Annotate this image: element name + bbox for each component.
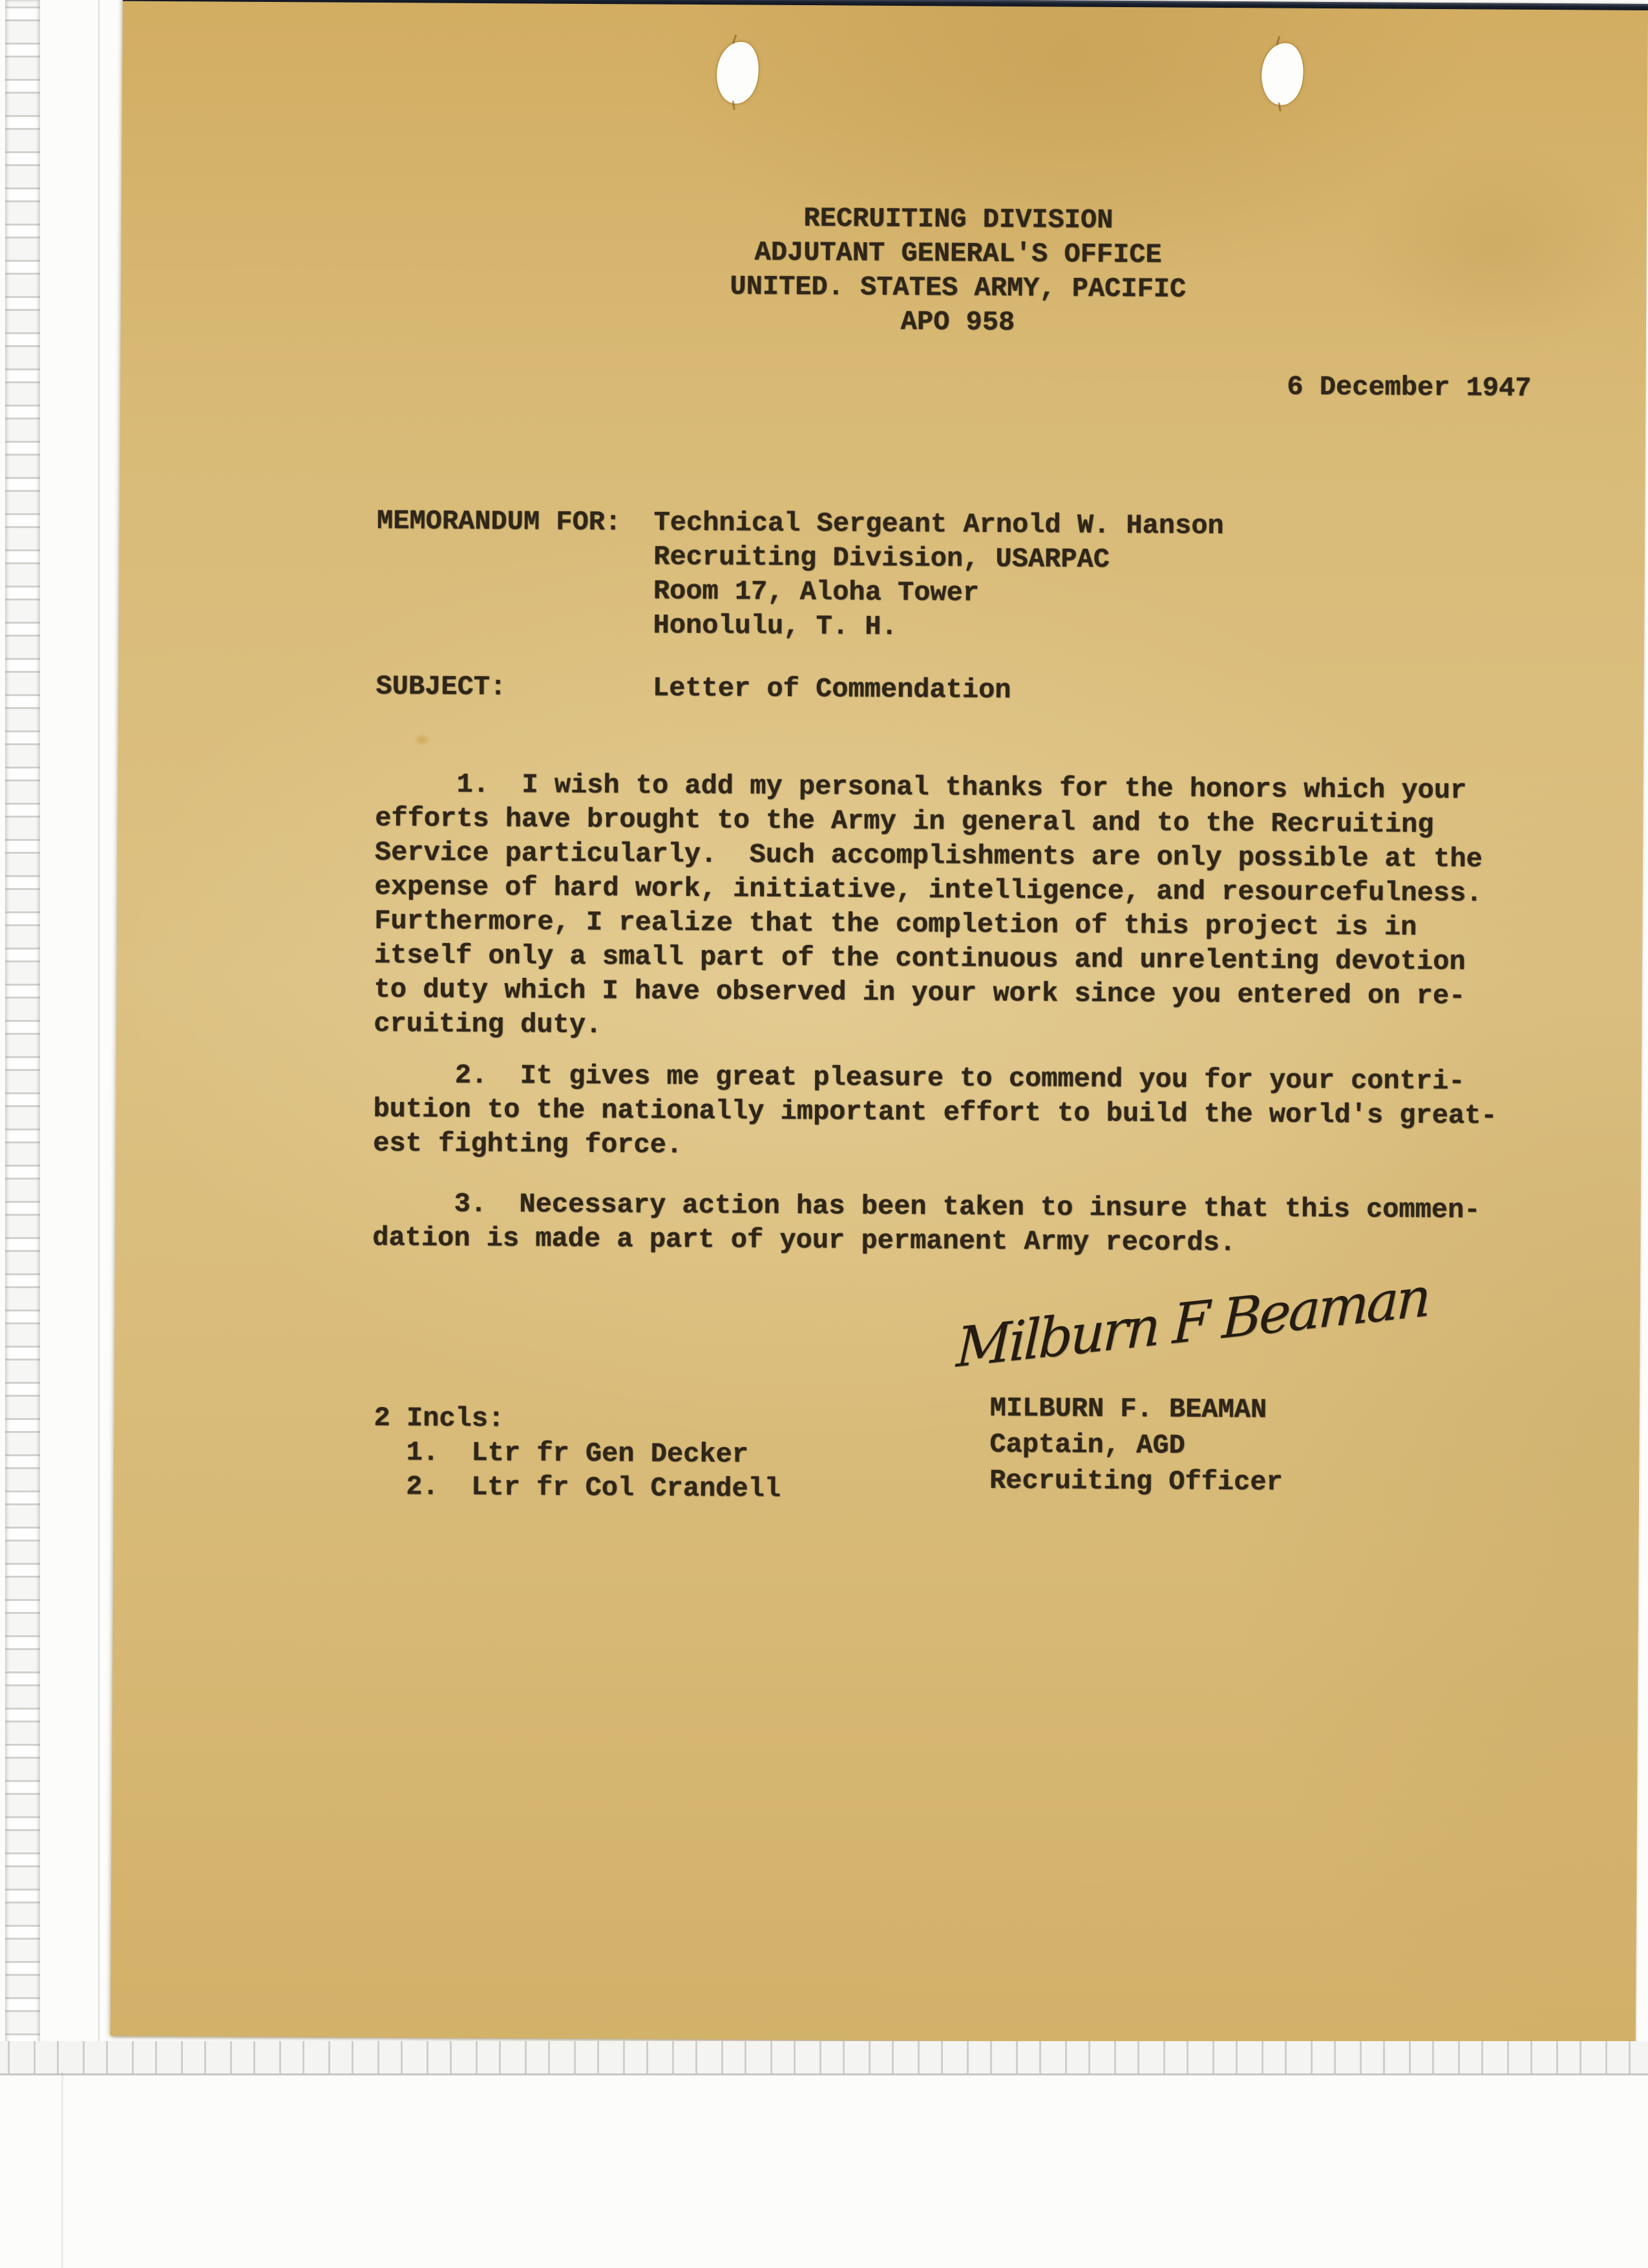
signer-title: Recruiting Officer (989, 1465, 1283, 1498)
sheet-protector-fold-seam (98, 0, 100, 2041)
punch-hole-left (713, 39, 761, 105)
signer-rank: Captain, AGD (989, 1428, 1185, 1461)
date-line: 6 December 1947 (1287, 371, 1532, 404)
sheet-protector-left-edge (5, 0, 40, 2071)
sheet-protector-bottom-seam (61, 2072, 63, 2268)
punch-hole-right (1260, 41, 1305, 107)
memorandum-for-block: MEMORANDUM FOR: Technical Sergeant Arnold W. Hanson Recruiting Division, USARPAC Room 17, Aloha Tower Honolulu, T. H. (375, 505, 1224, 642)
body-paragraph-1: 1. I wish to add my personal thanks for the honors which your efforts have brought to the Army in general and to the Recruiting Service particularly. Such accomplishments are only possible at the expense of hard work, initiative, intelligence, and resourcefulness. Furthermore, I realize that the completion of this project is in itself only a small part of the continuous and unrelenting devotion to duty which I have observed in your work since you entered on re- cruiting duty. (374, 768, 1483, 1041)
signer-typed-name: MILBURN F. BEAMAN (989, 1392, 1267, 1426)
handwritten-signature: Milburn F Beaman (955, 1264, 1430, 1380)
body-paragraph-2: 2. It gives me great pleasure to commend you for your contri- bution to the nationally important effort to build the world's great- est fighting force. (373, 1059, 1497, 1161)
body-paragraph-3: 3. Necessary action has been taken to insure that this commen- dation is made a part of your permanent Army records. (372, 1187, 1481, 1259)
paper-top-edge-shadow (123, 0, 1648, 10)
sheet-protector-bottom-edge (0, 2041, 1648, 2075)
subject-line: SUBJECT: Letter of Commendation (375, 670, 1011, 706)
enclosures-block: 2 Incls: 1. Ltr fr Gen Decker 2. Ltr fr Col Crandell (373, 1402, 781, 1505)
letterhead: RECRUITING DIVISION ADJUTANT GENERAL'S OFFICE UNITED. STATES ARMY, PACIFIC APO 958 (730, 203, 1187, 339)
letter-paper (111, 0, 1648, 2045)
